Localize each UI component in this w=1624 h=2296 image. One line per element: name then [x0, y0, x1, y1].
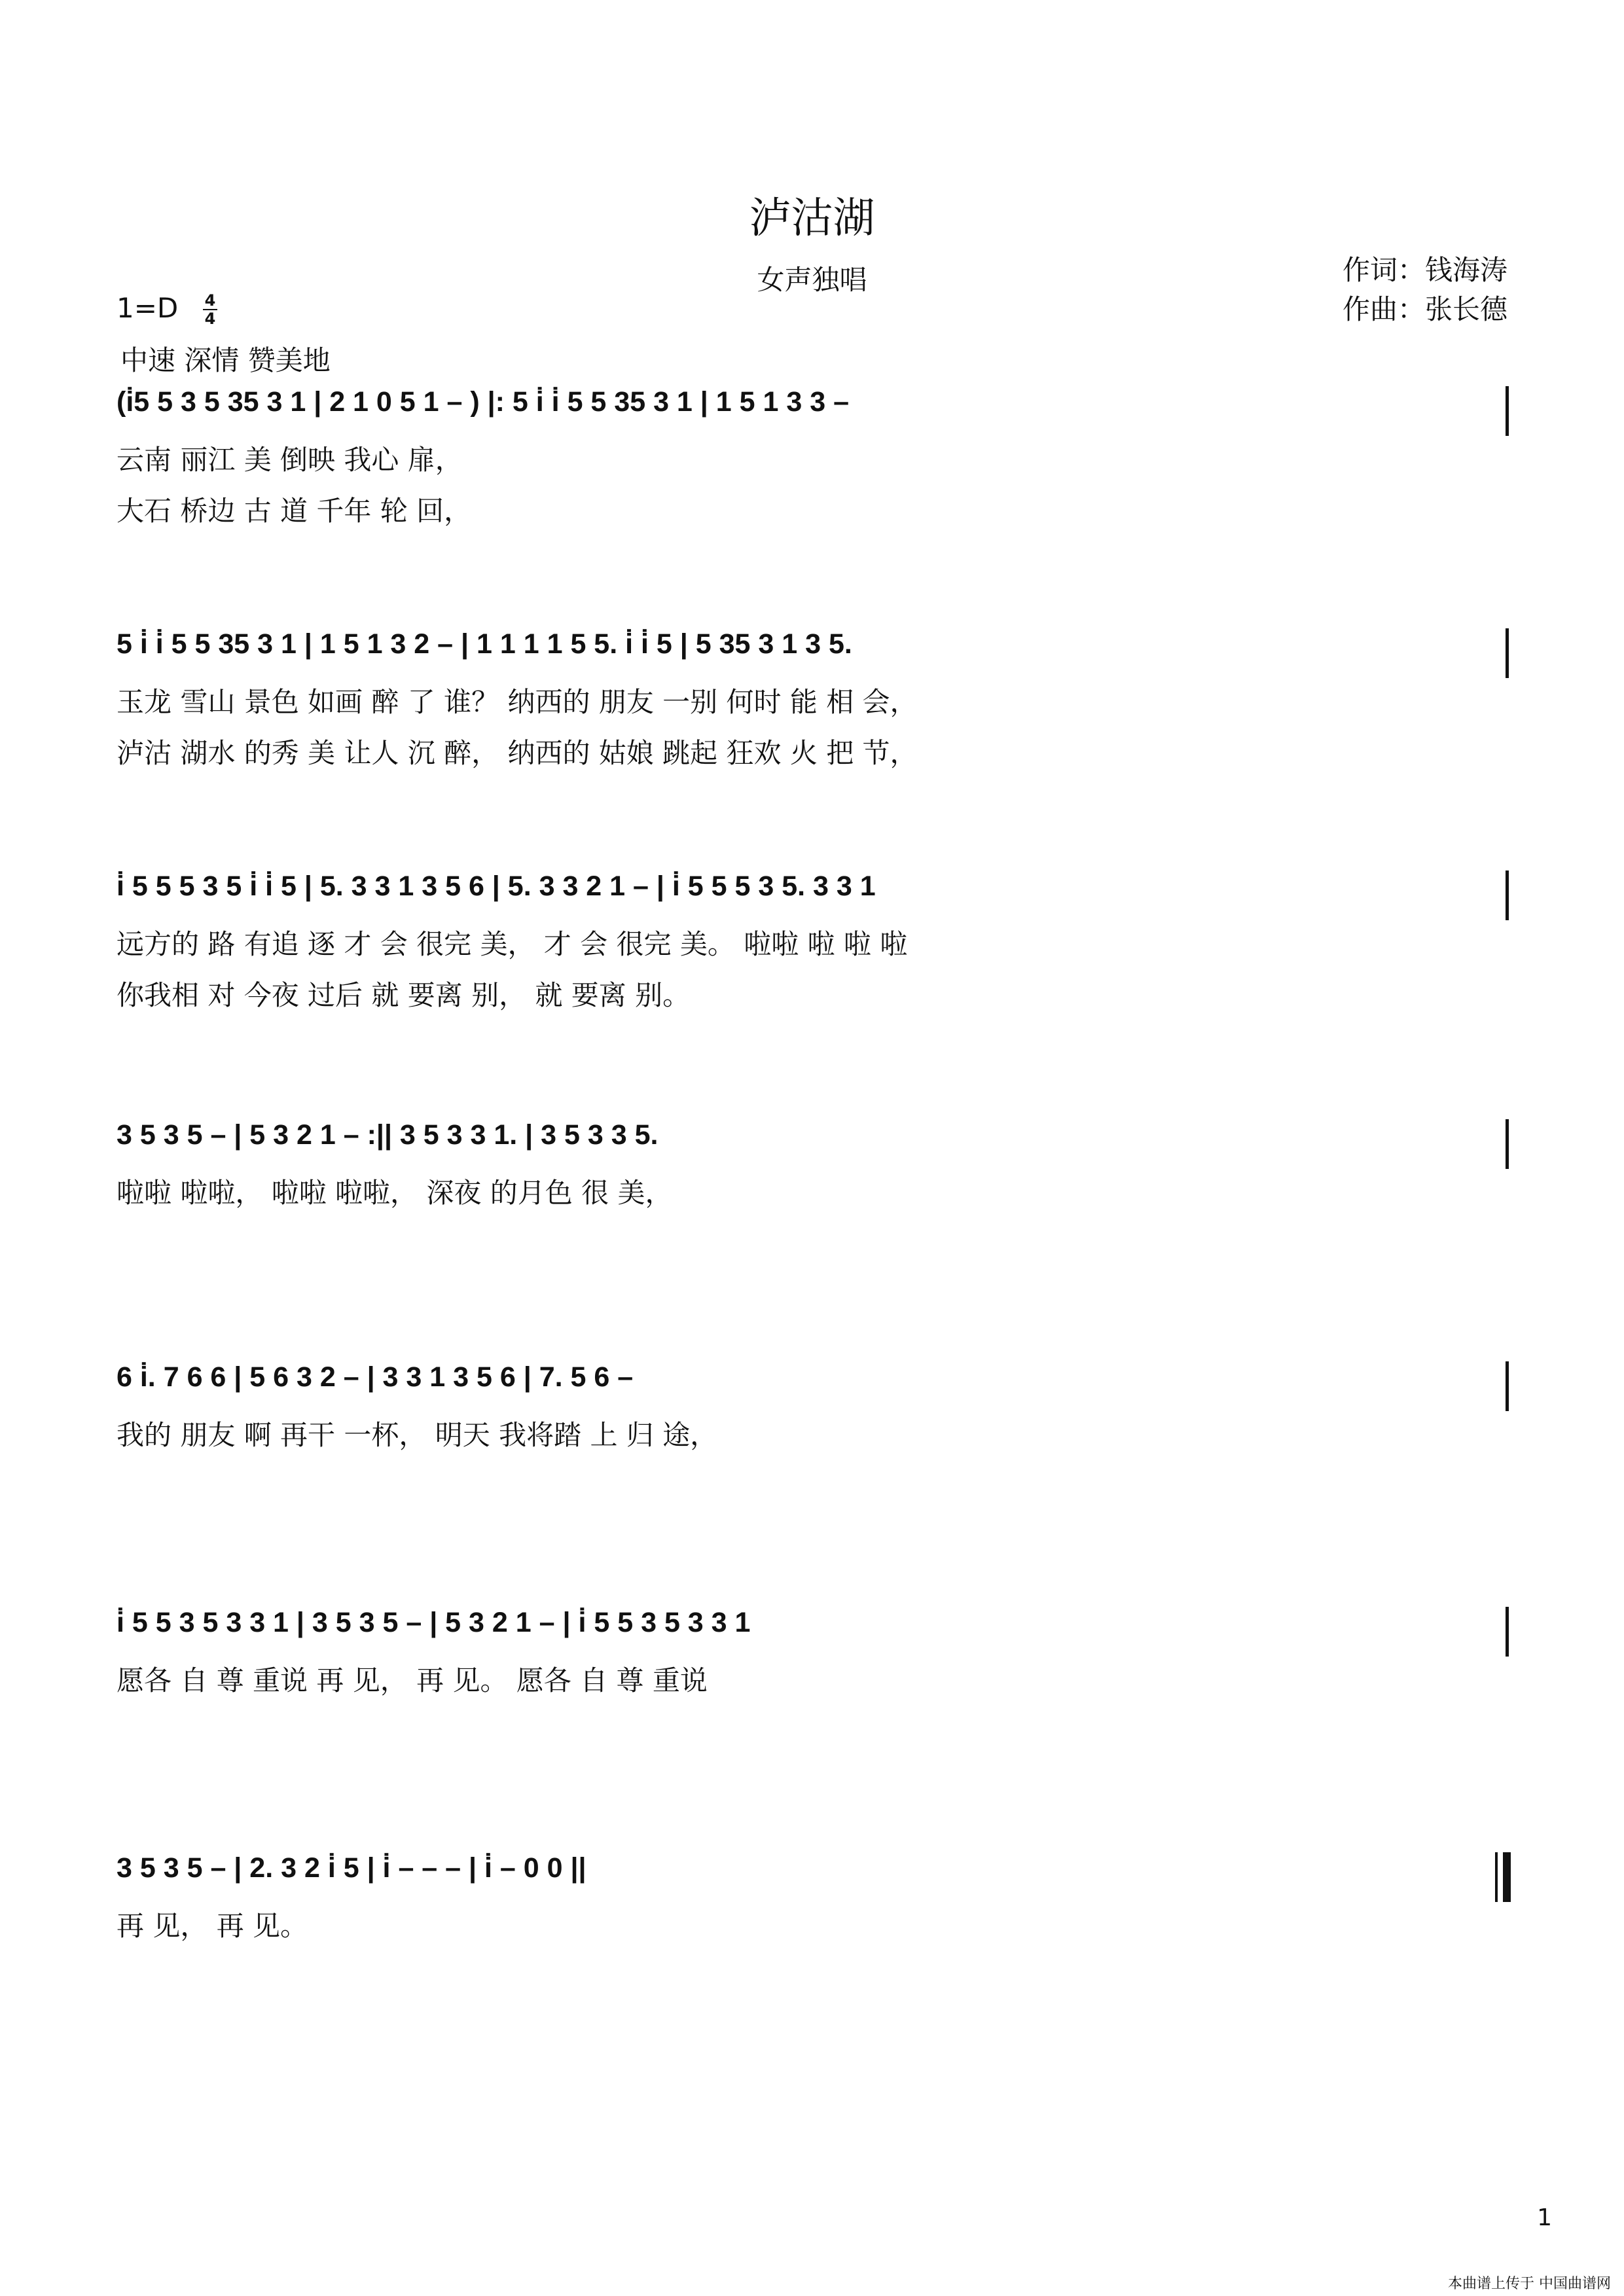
final-barline-thin [1495, 1852, 1498, 1902]
barline [1506, 870, 1509, 920]
barline [1506, 1607, 1509, 1657]
notation-line: i̇ 5 5 3 5 3 3 1 | 3 5 3 5 – | 5 3 2 1 – | i̇ 5 5 3 5 3 3 1 [117, 1607, 751, 1638]
lyrics-verse-2: 泸沽 湖水 的秀 美 让人 沉 醉， 纳西的 姑娘 跳起 狂欢 火 把 节， [117, 737, 918, 769]
score-title: 泸沽湖 [749, 194, 875, 243]
time-signature-top: 4 [204, 291, 216, 310]
notation-line: (i̇5 5 3 5 35 3 1 | 2 1 0 5 1 – ) |: 5 i̇ i̇ 5 5 35 3 1 | 1 5 1 3 3 – [117, 386, 849, 418]
lyrics-verse-1: 云南 丽江 美 倒映 我心 扉， [117, 444, 463, 476]
barline [1506, 1119, 1509, 1169]
notation-line: i̇ 5 5 5 3 5 i̇ i̇ 5 | 5. 3 3 1 3 5 6 | 5. 3 3 2 1 – | i̇ 5 5 5 3 5. 3 3 1 [117, 870, 876, 902]
lyrics-verse-1: 啦啦 啦啦， 啦啦 啦啦， 深夜 的月色 很 美， [117, 1177, 673, 1209]
composer-credit: 作曲：张长德 [1342, 293, 1507, 325]
lyrics-verse-1: 再 见， 再 见。 [117, 1910, 308, 1942]
lyrics-verse-2: 你我相 对 今夜 过后 就 要离 别， 就 要离 别。 [117, 979, 691, 1011]
time-signature [203, 292, 217, 327]
final-barline-thick [1503, 1852, 1511, 1902]
score-subtitle: 女声独唱 [757, 264, 867, 296]
lyrics-verse-1: 我的 朋友 啊 再干 一杯， 明天 我将踏 上 归 途， [117, 1419, 718, 1451]
notation-line: 6 i̇. 7 6 6 | 5 6 3 2 – | 3 3 1 3 5 6 | 7. 5 6 – [117, 1361, 634, 1393]
barline [1506, 628, 1509, 678]
footer-watermark: 本曲谱上传于 中国曲谱网 [1448, 2276, 1611, 2292]
notation-line: 5 i̇ i̇ 5 5 35 3 1 | 1 5 1 3 2 – | 1 1 1 1 5 5. i̇ i̇ 5 | 5 35 3 1 3 5. [117, 628, 852, 660]
lyrics-verse-1: 玉龙 雪山 景色 如画 醉 了 谁？ 纳西的 朋友 一别 何时 能 相 会， [117, 686, 918, 718]
key-signature: 1=D [117, 292, 179, 324]
barline [1506, 1361, 1509, 1411]
barline [1506, 386, 1509, 436]
lyrics-verse-2: 大石 桥边 古 道 千年 轮 回， [117, 495, 472, 527]
time-signature-bottom: 4 [204, 310, 216, 328]
tempo-marking: 中速 深情 赞美地 [120, 344, 331, 376]
lyrics-verse-1: 愿各 自 尊 重说 再 见， 再 见。 愿各 自 尊 重说 [117, 1664, 708, 1696]
page-number: 1 [1537, 2204, 1552, 2231]
notation-line: 3 5 3 5 – | 5 3 2 1 – :|| 3 5 3 3 1. | 3 5 3 3 5. [117, 1119, 659, 1151]
lyrics-verse-1: 远方的 路 有追 逐 才 会 很完 美， 才 会 很完 美。 啦啦 啦 啦 啦 [117, 928, 908, 960]
lyricist-credit: 作词：钱海涛 [1342, 254, 1507, 286]
notation-line: 3 5 3 5 – | 2. 3 2 i̇ 5 | i̇ – – – | i̇ – 0 0 || [117, 1852, 586, 1884]
